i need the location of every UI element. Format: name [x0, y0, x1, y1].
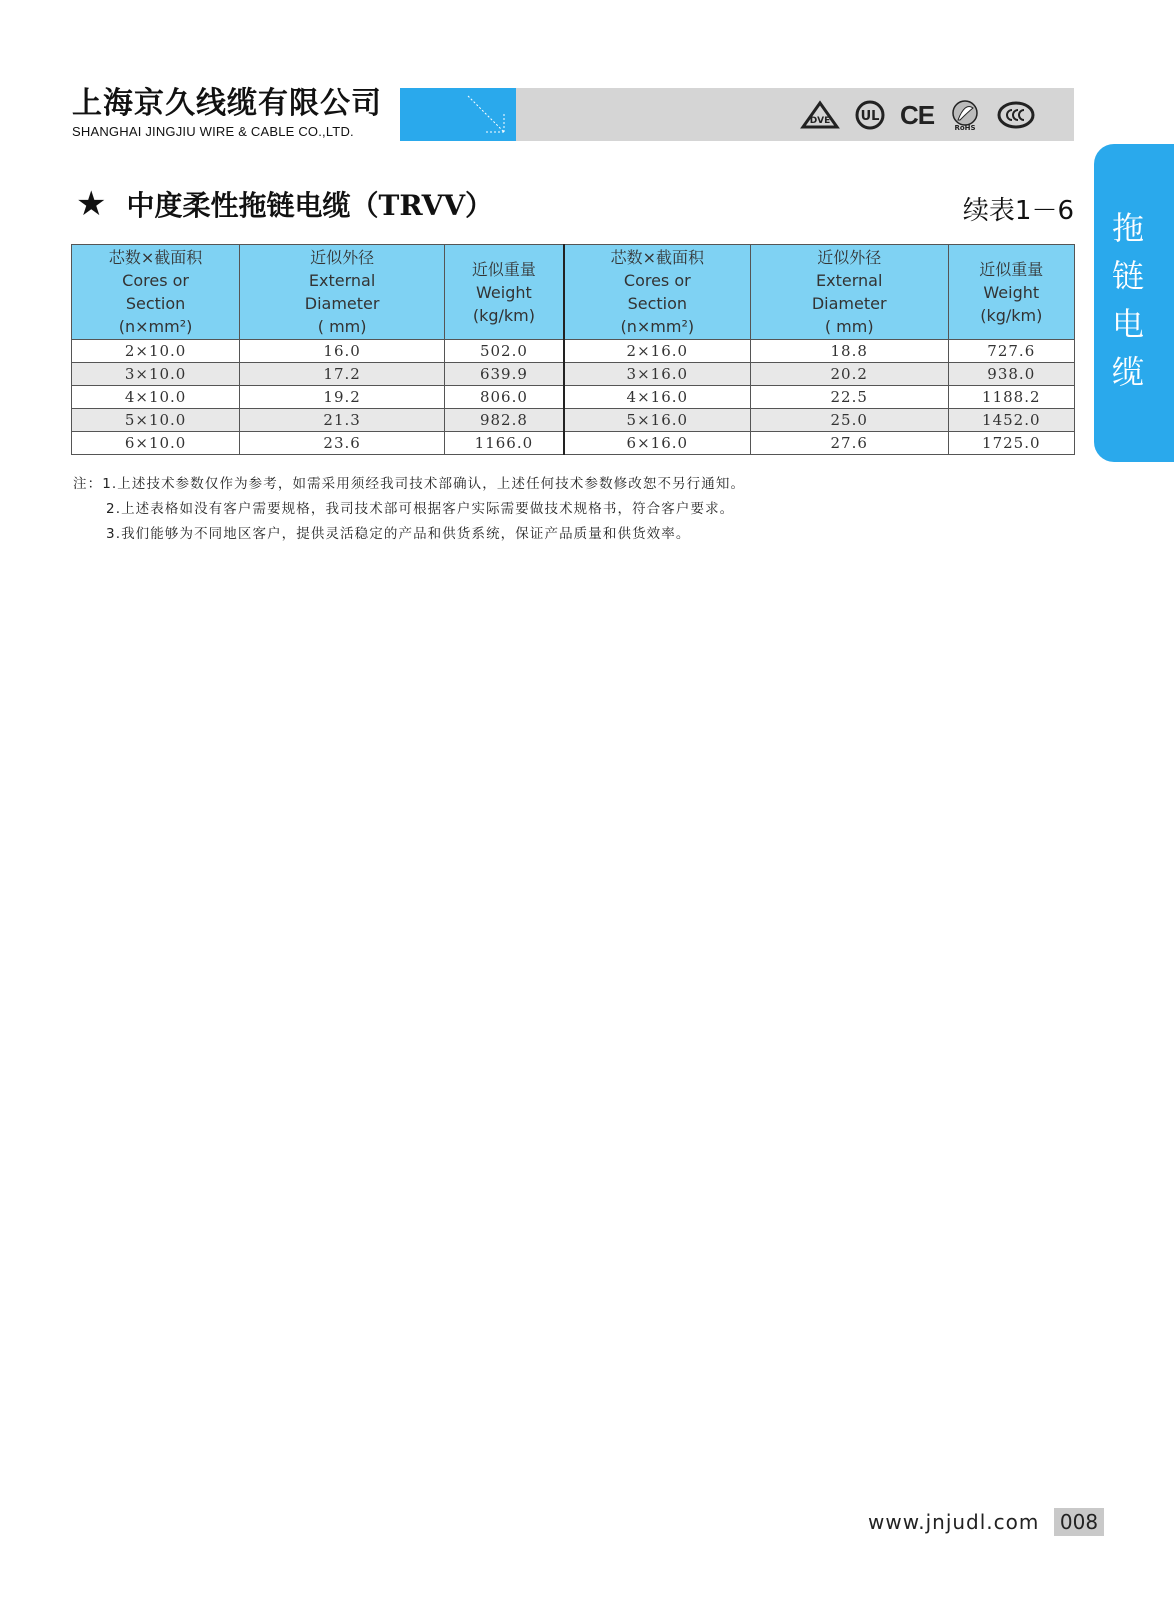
rohs-icon	[948, 98, 982, 132]
table-cell: 4×10.0	[72, 386, 240, 409]
company-name-en: SHANGHAI JINGJIU WIRE & CABLE CO.,LTD.	[72, 124, 354, 139]
certification-logos	[800, 96, 1036, 134]
table-cell: 1452.0	[948, 409, 1074, 432]
header-external-diameter: 近似外径 External Diameter ( mm)	[240, 245, 445, 340]
table-cell: 3×10.0	[72, 363, 240, 386]
ccc-icon	[996, 98, 1036, 132]
header-cores-section: 芯数×截面积 Cores or Section (n×mm²)	[72, 245, 240, 340]
table-cell: 2×16.0	[564, 340, 751, 363]
table-cell: 1166.0	[445, 432, 564, 455]
svg-text:RoHS: RoHS	[954, 124, 976, 132]
table-header-row	[72, 245, 1075, 340]
table-cell: 5×10.0	[72, 409, 240, 432]
ul-icon	[854, 98, 886, 132]
table-row	[72, 340, 1075, 363]
vde-icon	[800, 98, 840, 132]
header-external-diameter-2: 近似外径 External Diameter ( mm)	[750, 245, 948, 340]
table-cell: 19.2	[240, 386, 445, 409]
table-cell: 982.8	[445, 409, 564, 432]
table-cell: 5×16.0	[564, 409, 751, 432]
footer-website: www.jnjudl.com	[868, 1510, 1040, 1534]
table-cell: 727.6	[948, 340, 1074, 363]
header-weight-2: 近似重量 Weight (kg/km)	[948, 245, 1074, 340]
table-row	[72, 409, 1075, 432]
svg-text:DVE: DVE	[809, 116, 831, 126]
table-row	[72, 363, 1075, 386]
table-cell: 25.0	[750, 409, 948, 432]
table-cell: 17.2	[240, 363, 445, 386]
table-cell: 22.5	[750, 386, 948, 409]
header-accent-block	[400, 88, 516, 141]
notes-section	[73, 472, 745, 547]
note-item: 注：1.上述技术参数仅作为参考，如需采用须经我司技术部确认，上述任何技术参数修改恕不另行通知。	[73, 476, 746, 492]
table-cell: 2×10.0	[72, 340, 240, 363]
table-cell: 18.8	[750, 340, 948, 363]
header-weight: 近似重量 Weight (kg/km)	[445, 245, 564, 340]
table-cell: 21.3	[240, 409, 445, 432]
page-number: 008	[1054, 1508, 1104, 1536]
spec-table	[71, 244, 1075, 455]
svg-text:UL: UL	[860, 109, 880, 124]
section-title	[76, 184, 493, 224]
table-row	[72, 386, 1075, 409]
table-row	[72, 432, 1075, 455]
table-cell: 1188.2	[948, 386, 1074, 409]
note-item: 3.我们能够为不同地区客户，提供灵活稳定的产品和供货系统，保证产品质量和供货效率。	[106, 526, 691, 542]
table-cell: 16.0	[240, 340, 445, 363]
ce-icon: CE	[900, 99, 935, 130]
table-cell: 639.9	[445, 363, 564, 386]
table-cell: 23.6	[240, 432, 445, 455]
star-icon: ★	[76, 184, 107, 224]
table-cell: 806.0	[445, 386, 564, 409]
diagonal-arrow-icon	[400, 88, 516, 141]
table-cell: 4×16.0	[564, 386, 751, 409]
note-item: 2.上述表格如没有客户需要规格，我司技术部可根据客户实际需要做技术规格书，符合客户要求。	[106, 501, 735, 517]
table-cell: 6×10.0	[72, 432, 240, 455]
side-category-label: 拖链电缆	[1111, 209, 1144, 391]
table-cell: 938.0	[948, 363, 1074, 386]
table-cell: 1725.0	[948, 432, 1074, 455]
company-name-cn: 上海京久线缆有限公司	[72, 86, 382, 121]
section-title-text: 中度柔性拖链电缆（TRVV）	[126, 189, 494, 222]
table-cell: 6×16.0	[564, 432, 751, 455]
table-cell: 20.2	[750, 363, 948, 386]
table-cell: 27.6	[750, 432, 948, 455]
table-cell: 3×16.0	[564, 363, 751, 386]
table-cell: 502.0	[445, 340, 564, 363]
company-logo	[72, 86, 382, 139]
table-continued-label: 续表1－6	[962, 196, 1074, 226]
header-cores-section-2: 芯数×截面积 Cores or Section (n×mm²)	[564, 245, 751, 340]
